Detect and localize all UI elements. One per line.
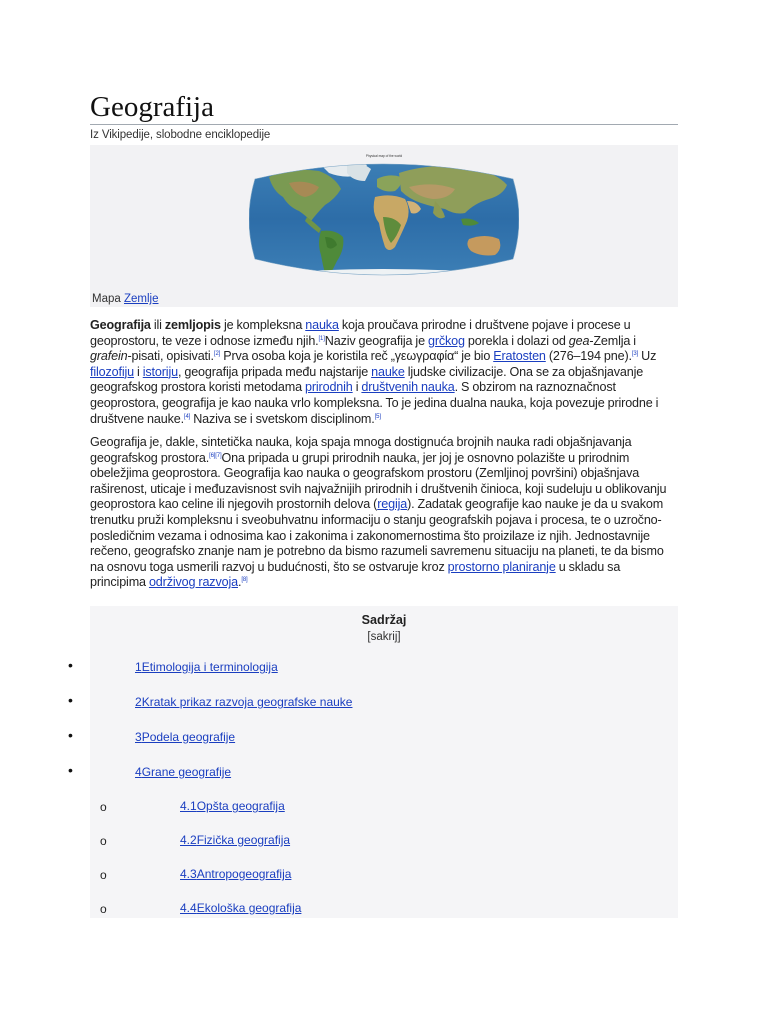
toc-subitem-4-4[interactable] xyxy=(180,901,301,915)
toc-title: Sadržaj xyxy=(361,613,407,627)
toc-item-1[interactable] xyxy=(135,660,278,674)
toc-item-2-link[interactable] xyxy=(135,695,352,709)
toc-number: 4.1 xyxy=(180,799,197,813)
reference-2[interactable]: [2] xyxy=(213,351,221,357)
world-map-image[interactable] xyxy=(249,151,519,287)
toc-label: Grane geografije xyxy=(141,765,232,779)
text-run: i xyxy=(134,364,143,379)
toc-subitem-4-4-link[interactable] xyxy=(180,901,301,915)
reference-8[interactable]: [8] xyxy=(241,577,248,584)
text-run: i xyxy=(352,380,362,395)
toc-subitem-4-1[interactable] xyxy=(180,799,285,813)
toc-bullet: • xyxy=(68,657,73,673)
toc-subbullet: o xyxy=(100,834,107,848)
second-paragraph xyxy=(90,435,678,591)
text-run: Uz xyxy=(638,349,657,364)
reference-4[interactable]: [4] xyxy=(183,413,191,420)
bold-term-zemljopis: zemljopis xyxy=(164,318,221,332)
link-grckog[interactable]: grčkog xyxy=(427,333,465,348)
text-run: koja proučava prirodne i društvene pojave i procese u geoprostoru, te veze i odnose između njih. xyxy=(90,318,631,348)
link-filozofiju[interactable]: filozofiju xyxy=(90,364,134,379)
toc-number: 4.2 xyxy=(180,833,197,847)
toc-bullet: • xyxy=(68,727,73,743)
toc-number: 2 xyxy=(135,695,142,709)
text-run: Prva osoba koja je koristila reč „γεωγραφία“ je bio xyxy=(220,349,494,364)
toc-item-4-link[interactable] xyxy=(135,765,231,779)
toc-label: Etimologija i terminologija xyxy=(141,660,278,674)
toc-subbullet: o xyxy=(100,868,107,882)
toc-label: Kratak prikaz razvoja geografske nauke xyxy=(141,695,353,709)
text-run: je kompleksna xyxy=(220,318,306,332)
page-subtitle: Iz Vikipedije, slobodne enciklopedije xyxy=(90,129,271,141)
reference-5[interactable]: [5] xyxy=(374,413,381,420)
reference-3[interactable]: [3] xyxy=(631,351,639,357)
caption-link-zemlje[interactable]: Zemlje xyxy=(123,293,159,305)
reference-6-7[interactable]: [6][7] xyxy=(209,452,222,459)
toc-item-3-link[interactable] xyxy=(135,730,235,744)
map-title: Physical map of the world xyxy=(365,154,403,158)
toc-item-4[interactable] xyxy=(135,765,231,779)
toc-bullet: • xyxy=(68,762,73,778)
link-nauka[interactable]: nauka xyxy=(305,318,339,332)
text-run: (276–194 pne). xyxy=(545,349,632,364)
text-run: Geografija je, dakle, sintetička nauka, koja spaja mnoga dostignuća brojnih nauka radi objašnjavanja geografskog prostora. xyxy=(90,435,632,465)
bold-term-geografija: Geografija xyxy=(90,318,151,332)
link-nauke[interactable]: nauke xyxy=(371,364,405,379)
figure-caption xyxy=(92,293,159,305)
reference-1[interactable]: [1] xyxy=(318,335,325,342)
toc-subitem-4-3[interactable] xyxy=(180,867,291,881)
text-run: Ona pripada u grupi prirodnih nauka, jer joj je osnovno polazište u prirodnim obeležjima geoprostora. Geografija kao nauka o geografskom prostoru (Zemljinoj površini) objašnjava raširenost, uticaje i međuzavisnost svih najvažnijih prirodnih i društvenih činioca, koji sudeluju u oblikovanju geoprostora kao celine ili njegovih prostornih delova ( xyxy=(90,450,667,512)
toc-item-3[interactable] xyxy=(135,730,235,744)
caption-text: Mapa xyxy=(92,293,121,305)
table-of-contents xyxy=(90,606,678,918)
text-run: ). Zadatak geografije kao nauke je da u svakom trenutku pruži kompleksnu i sveobuhvatnu informaciju o stanju geografskih pojava i procesa, te o uzročno-posledičnim vezama i odnosima kao i zakonima i zakonomernostima što proizilaze iz njih. Jednostavnije rečeno, geografsko znanje nam je potrebno da bismo razumeli savremenu situaciju na planeti, te da bismo na osnovu toga usmerili razvoj u budućnosti, što se ostvaruje kroz xyxy=(90,497,664,574)
toc-number: 1 xyxy=(135,660,142,674)
toc-number: 4.4 xyxy=(180,901,197,915)
text-run: u skladu sa principima xyxy=(90,559,621,590)
link-istoriju[interactable]: istoriju xyxy=(142,364,178,379)
toc-subbullet: o xyxy=(100,902,107,916)
text-run: ljudske civilizacije. Ona se za objašnjavanje geografskog prostora koristi metodama xyxy=(90,364,644,395)
link-regija[interactable]: regija xyxy=(377,497,408,512)
text-run: , geografija pripada među najstarije xyxy=(177,364,372,379)
text-run: -Zemlja i xyxy=(589,333,636,348)
text-run: porekla i dolazi od xyxy=(464,333,569,348)
toc-subbullet: o xyxy=(100,800,107,814)
toc-toggle-button[interactable]: [sakrij] xyxy=(367,631,401,643)
toc-subitem-4-2[interactable] xyxy=(180,833,290,847)
toc-label: Antropogeografija xyxy=(196,867,292,881)
toc-number: 4.3 xyxy=(180,867,197,881)
text-run: Naziva se i svetskom disciplinom. xyxy=(190,411,375,426)
text-run: Naziv geografija je xyxy=(324,333,428,348)
toc-label: Opšta geografija xyxy=(196,799,285,813)
link-odrzivog-razvoja[interactable]: održivog razvoja xyxy=(148,575,238,590)
text-run: ili xyxy=(150,318,165,332)
toc-item-1-link[interactable] xyxy=(135,660,278,674)
toc-subitem-4-3-link[interactable] xyxy=(180,867,291,881)
toc-list-margin xyxy=(0,648,38,780)
title-divider xyxy=(90,124,678,125)
toc-label: Fizička geografija xyxy=(196,833,291,847)
toc-label: Podela geografije xyxy=(141,730,236,744)
text-run: . xyxy=(237,575,242,590)
toc-subitem-4-2-link[interactable] xyxy=(180,833,290,847)
text-run: -pisati, opisivati. xyxy=(127,349,214,364)
toc-label: Ekološka geografija xyxy=(196,901,302,915)
toc-number: 4 xyxy=(135,765,142,779)
map-figure xyxy=(90,145,678,307)
intro-paragraph xyxy=(90,318,678,427)
toc-subitem-4-1-link[interactable] xyxy=(180,799,285,813)
toc-number: 3 xyxy=(135,730,142,744)
toc-bullet: • xyxy=(68,692,73,708)
page-title: Geografija xyxy=(90,91,214,123)
italic-grafein: grafein xyxy=(90,349,128,364)
italic-gea: gea xyxy=(568,333,590,348)
text-run: . S obzirom na raznoznačnost geoprostora, geografija je kao nauka vrlo kompleksna. To je jedina dualna nauka, koja povezuje prirodne i društvene nauke. xyxy=(90,380,659,426)
link-prirodnih[interactable]: prirodnih xyxy=(305,380,353,395)
toc-item-2[interactable] xyxy=(135,695,352,709)
link-eratosten[interactable]: Eratosten xyxy=(493,349,546,364)
link-prostorno-planiranje[interactable]: prostorno planiranje xyxy=(447,559,556,574)
link-drustvenih-nauka[interactable]: društvenih nauka xyxy=(361,380,455,395)
